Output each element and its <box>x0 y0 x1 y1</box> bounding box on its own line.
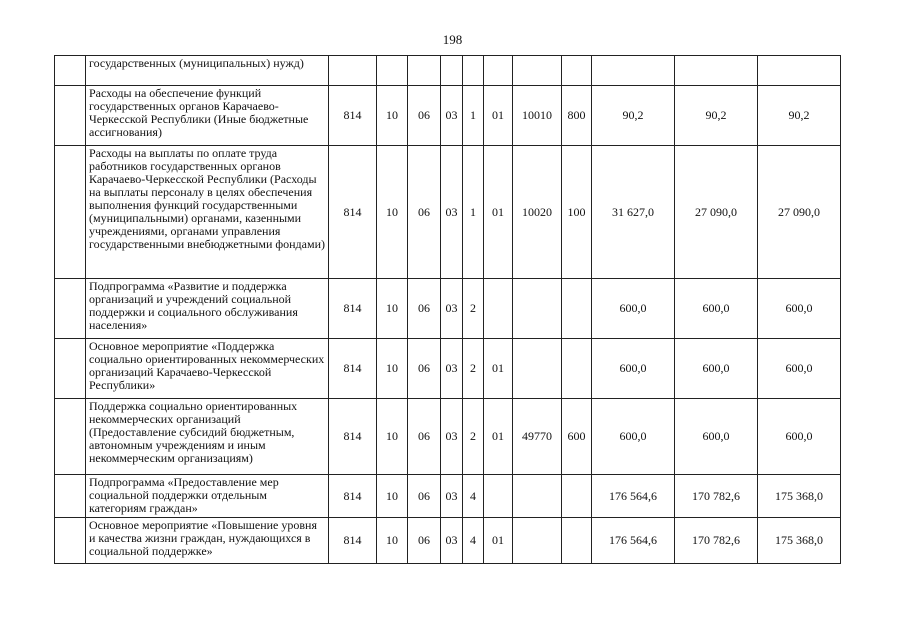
cell-sum3: 175 368,0 <box>758 518 841 564</box>
blank-cell <box>55 339 86 399</box>
cell-rz: 10 <box>377 279 408 339</box>
cell-sum3: 90,2 <box>758 86 841 146</box>
cell-sum2 <box>675 56 758 86</box>
table-body <box>55 56 841 564</box>
row-name-cell: Расходы на обеспечение функций государственных органов Карачаево-Черкесской Республики (Иные бюджетные ассигнования) <box>86 86 329 146</box>
row-name-cell: Основное мероприятие «Поддержка социально ориентированных некоммерческих организаций Карачаево-Черкесской Республики» <box>86 339 329 399</box>
row-name-cell: государственных (муниципальных) нужд) <box>86 56 329 86</box>
blank-cell <box>55 475 86 518</box>
budget-table <box>54 55 841 564</box>
cell-p1: 03 <box>441 339 463 399</box>
row-name-cell: Основное мероприятие «Повышение уровня и качества жизни граждан, нуждающихся в социальной поддержке» <box>86 518 329 564</box>
cell-p2: 4 <box>463 518 484 564</box>
cell-rz: 10 <box>377 475 408 518</box>
cell-rz: 10 <box>377 399 408 475</box>
cell-sum1: 600,0 <box>592 399 675 475</box>
blank-cell <box>55 279 86 339</box>
cell-sum2: 170 782,6 <box>675 518 758 564</box>
cell-sum2: 600,0 <box>675 399 758 475</box>
cell-p1: 03 <box>441 399 463 475</box>
cell-p1: 03 <box>441 279 463 339</box>
cell-pr: 06 <box>408 475 441 518</box>
cell-p3: 01 <box>484 339 513 399</box>
cell-p2: 2 <box>463 279 484 339</box>
cell-rz: 10 <box>377 146 408 279</box>
cell-sum3: 600,0 <box>758 399 841 475</box>
cell-vr <box>562 56 592 86</box>
cell-p4 <box>513 339 562 399</box>
cell-sum1: 600,0 <box>592 339 675 399</box>
cell-sum2: 27 090,0 <box>675 146 758 279</box>
blank-cell <box>55 518 86 564</box>
cell-p4 <box>513 279 562 339</box>
cell-p3: 01 <box>484 399 513 475</box>
cell-sum1: 31 627,0 <box>592 146 675 279</box>
table-row <box>55 86 841 146</box>
cell-p1 <box>441 56 463 86</box>
cell-sum3: 600,0 <box>758 339 841 399</box>
cell-p4: 10010 <box>513 86 562 146</box>
cell-rz: 10 <box>377 518 408 564</box>
cell-vr: 800 <box>562 86 592 146</box>
cell-ved: 814 <box>329 86 377 146</box>
cell-sum1: 176 564,6 <box>592 475 675 518</box>
cell-p3: 01 <box>484 146 513 279</box>
cell-pr: 06 <box>408 399 441 475</box>
cell-ved <box>329 56 377 86</box>
cell-p2 <box>463 56 484 86</box>
cell-sum3: 600,0 <box>758 279 841 339</box>
cell-vr: 100 <box>562 146 592 279</box>
cell-sum1: 90,2 <box>592 86 675 146</box>
blank-cell <box>55 399 86 475</box>
cell-vr: 600 <box>562 399 592 475</box>
cell-sum1 <box>592 56 675 86</box>
cell-pr: 06 <box>408 146 441 279</box>
cell-p4: 10020 <box>513 146 562 279</box>
cell-sum1: 176 564,6 <box>592 518 675 564</box>
cell-p2: 2 <box>463 399 484 475</box>
cell-vr <box>562 518 592 564</box>
row-name-cell: Подпрограмма «Предоставление мер социальной поддержки отдельным категориям граждан» <box>86 475 329 518</box>
cell-p1: 03 <box>441 475 463 518</box>
cell-p4 <box>513 518 562 564</box>
cell-p4 <box>513 56 562 86</box>
cell-pr <box>408 56 441 86</box>
cell-rz: 10 <box>377 86 408 146</box>
cell-p3 <box>484 56 513 86</box>
cell-p2: 4 <box>463 475 484 518</box>
cell-pr: 06 <box>408 86 441 146</box>
cell-p2: 2 <box>463 339 484 399</box>
row-name-cell: Подпрограмма «Развитие и поддержка организаций и учреждений социальной поддержки и социального обслуживания населения» <box>86 279 329 339</box>
cell-vr <box>562 339 592 399</box>
cell-pr: 06 <box>408 518 441 564</box>
cell-p1: 03 <box>441 146 463 279</box>
cell-ved: 814 <box>329 518 377 564</box>
blank-cell <box>55 56 86 86</box>
table-row <box>55 56 841 86</box>
cell-pr: 06 <box>408 339 441 399</box>
cell-p1: 03 <box>441 518 463 564</box>
cell-sum3 <box>758 56 841 86</box>
row-name-cell: Расходы на выплаты по оплате труда работников государственных органов Карачаево-Черкесской Республики (Расходы на выплаты персоналу в целях обеспечения выполнения функций государственными (муниципальными) органами, казенными учреждениями, органами управления государственными внебюджетными фондами) <box>86 146 329 279</box>
cell-rz: 10 <box>377 339 408 399</box>
cell-sum1: 600,0 <box>592 279 675 339</box>
blank-cell <box>55 146 86 279</box>
cell-sum3: 27 090,0 <box>758 146 841 279</box>
cell-p4 <box>513 475 562 518</box>
table-row <box>55 279 841 339</box>
cell-sum2: 600,0 <box>675 339 758 399</box>
cell-p3: 01 <box>484 86 513 146</box>
cell-pr: 06 <box>408 279 441 339</box>
cell-vr <box>562 475 592 518</box>
cell-p3: 01 <box>484 518 513 564</box>
row-name-cell: Поддержка социально ориентированных некоммерческих организаций (Предоставление субсидий бюджетным, автономным учреждениям и иным некоммерческим организациям) <box>86 399 329 475</box>
table-row <box>55 339 841 399</box>
cell-p2: 1 <box>463 146 484 279</box>
table-row <box>55 475 841 518</box>
cell-ved: 814 <box>329 399 377 475</box>
cell-sum2: 170 782,6 <box>675 475 758 518</box>
cell-sum2: 600,0 <box>675 279 758 339</box>
cell-vr <box>562 279 592 339</box>
page-number: 198 <box>442 32 463 47</box>
cell-ved: 814 <box>329 146 377 279</box>
cell-p4: 49770 <box>513 399 562 475</box>
cell-p3 <box>484 279 513 339</box>
cell-ved: 814 <box>329 475 377 518</box>
cell-p3 <box>484 475 513 518</box>
cell-sum3: 175 368,0 <box>758 475 841 518</box>
blank-cell <box>55 86 86 146</box>
table-row <box>55 146 841 279</box>
cell-p1: 03 <box>441 86 463 146</box>
cell-ved: 814 <box>329 339 377 399</box>
cell-sum2: 90,2 <box>675 86 758 146</box>
cell-p2: 1 <box>463 86 484 146</box>
cell-rz <box>377 56 408 86</box>
table-row <box>55 399 841 475</box>
cell-ved: 814 <box>329 279 377 339</box>
table-row <box>55 518 841 564</box>
